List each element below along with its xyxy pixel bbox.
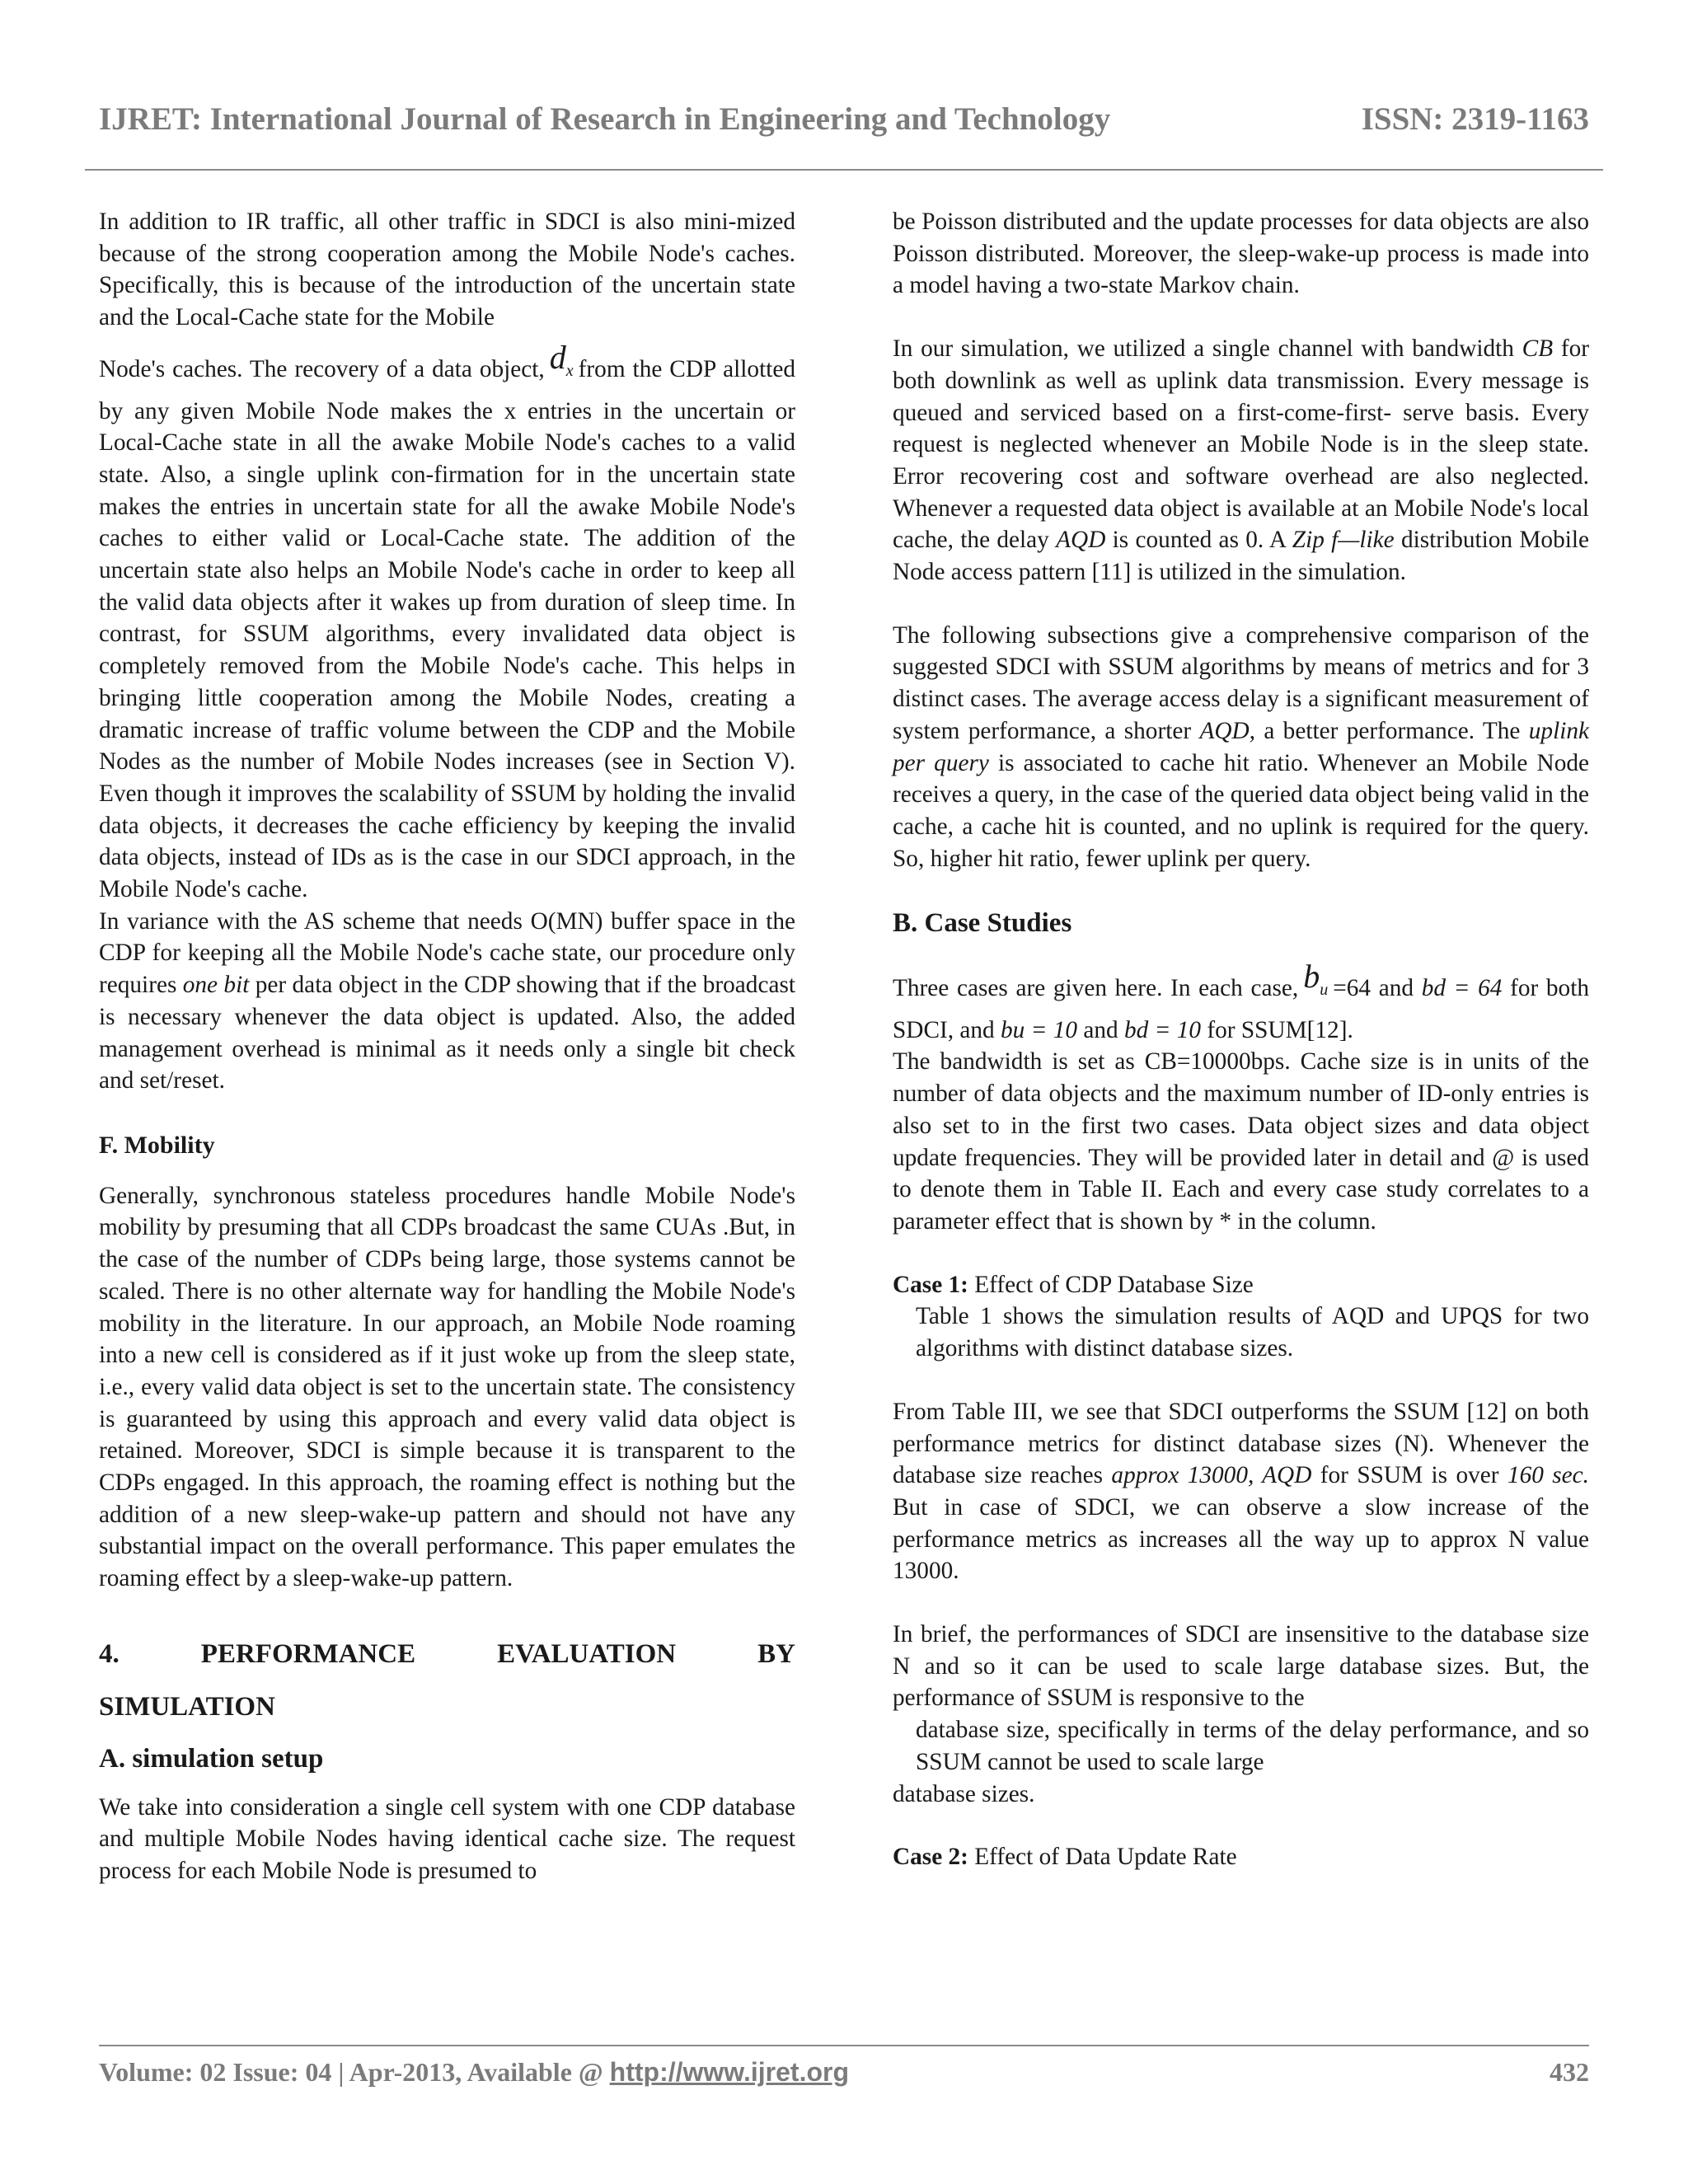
paragraph: Three cases are given here. In each case, $b_u =64$ and bd = 64 for both SDCI, and bu = 10 and bd = 10 for SSUM[12].: [893, 958, 1589, 1043]
header-rule: [85, 169, 1603, 171]
section-heading-case-studies: B. Case Studies: [893, 908, 1072, 939]
paragraph: In our simulation, we utilized a single channel with bandwidth CB for both downlink as well as uplink data transmission. Every message is queued and serviced based on a first-come-first- serve basis. Every request is neglected whenever an Mobile Node is in the sleep state. Error recovering cost and software overhead are also neglected. Whenever a requested data object is available at an Mobile Node's local cache, the delay AQD is counted as 0. A Zip f—like distribution Mobile Node access pattern [11] is utilized in the simulation.: [893, 335, 1589, 586]
section-heading-simulation-setup: A. simulation setup: [99, 1743, 324, 1774]
paragraph: In brief, the performances of SDCI are insensitive to the database size N and so it can be used to scale large database sizes. But, the performance of SSUM is responsive to the: [893, 1621, 1589, 1712]
footer-volume: Volume: 02 Issue: 04 | Apr-2013, Available @ http://www.ijret.org: [99, 2056, 849, 2087]
paragraph: In variance with the AS scheme that needs O(MN) buffer space in the CDP for keeping all the Mobile Node's cache state, our procedure only requires one bit per data object in the CDP showing that if the broadcast is necessary whenever the data object is updated. Also, the added management overhead is minimal as it needs only a single bit check and set/reset.: [99, 907, 795, 1094]
paragraph: The following subsections give a comprehensive comparison of the suggested SDCI with SSUM algorithms by means of metrics and for 3 distinct cases. The average access delay is a significant measurement of system performance, a shorter AQD, a better performance. The uplink per query is associated to cache hit ratio. Whenever an Mobile Node receives a query, in the case of the queried data object being valid in the cache, a cache hit is counted, and no uplink is required for the query. So, higher hit ratio, fewer uplink per query.: [893, 621, 1589, 872]
left-column: [99, 206, 795, 1887]
paragraph: From Table III, we see that SDCI outperforms the SSUM [12] on both performance metrics for distinct database sizes (N). Whenever the database size reaches approx 13000, AQD for SSUM is over 160 sec. But in case of SDCI, we can observe a slow increase of the performance metrics as increases all the way up to approx N value 13000.: [893, 1398, 1590, 1585]
journal-title: IJRET: International Journal of Research in Engineering and Technology: [99, 101, 1111, 137]
paragraph: In addition to IR traffic, all other traffic in SDCI is also mini-mized because of the strong cooperation among the Mobile Node's caches. Specifically, this is because of the introduction of the uncertain state and the Local-Cache state for the Mobile: [99, 209, 795, 331]
paragraph: be Poisson distributed and the update processes for data objects are also Poisson distributed. Moreover, the sleep-wake-up process is made into a model having a two-state Markov chain.: [893, 209, 1589, 299]
section-heading-mobility: F. Mobility: [99, 1131, 215, 1159]
journal-link[interactable]: http://www.ijret.org: [609, 2056, 849, 2087]
issn: ISSN: 2319-1163: [1361, 101, 1589, 137]
running-footer: [99, 2054, 1589, 2090]
running-header: [99, 94, 1589, 143]
paragraph: Node's caches. The recovery of a data object, $d_x$ from the CDP allotted by any given Mobile Node makes the x entries in the uncertain or Local-Cache state in all the awake Mobile Node's caches to a valid state. Also, a single uplink con-firmation for in the uncertain state makes the entries in uncertain state for all the awake Mobile Node's caches to either valid or Local-Cache state. The addition of the uncertain state also helps an Mobile Node's cache in order to keep all the valid data objects after it wakes up from duration of sleep time. In contrast, for SSUM algorithms, every invalidated data object is completely removed from the Mobile Node's cache. This helps in bringing little cooperation among the Mobile Nodes, creating a dramatic increase of traffic volume between the CDP and the Mobile Nodes as the number of Mobile Nodes increases (see in Section V). Even though it improves the scalability of SSUM by holding the invalid data objects, it decreases the cache efficiency by keeping the invalid data objects, instead of IDs as is the case in our SDCI approach, in the Mobile Node's cache.: [99, 338, 796, 903]
footer-rule: [99, 2045, 1589, 2046]
paragraph: Table 1 shows the simulation results of AQD and UPQS for two algorithms with distinct database sizes.: [916, 1303, 1589, 1362]
paragraph: database sizes.: [893, 1780, 1035, 1807]
paragraph: We take into consideration a single cell system with one CDP database and multiple Mobile Nodes having identical cache size. The request process for each Mobile Node is presumed to: [99, 1793, 795, 1884]
page-number: 432: [1550, 2056, 1589, 2087]
right-column: [893, 206, 1589, 1873]
math-symbol: $d_x$: [549, 338, 574, 380]
paragraph: database size, specifically in terms of the delay performance, and so SSUM cannot be used to scale large: [916, 1717, 1589, 1775]
case-1-heading: Case 1: Effect of CDP Database Size: [893, 1271, 1254, 1298]
paragraph: The bandwidth is set as CB=10000bps. Cache size is in units of the number of data objects and the maximum number of ID-only entries is also set to in the first two cases. Data object sizes and data object update frequencies. They will be provided later in detail and @ is used to denote them in Table II. Each and every case study correlates to a parameter effect that is shown by * in the column.: [893, 1048, 1589, 1235]
section-heading-performance: 4. PERFORMANCE EVALUATION BY SIMULATION: [99, 1638, 795, 1722]
math-symbol: $b_u$: [1303, 958, 1329, 1000]
case-2-heading: Case 2: Effect of Data Update Rate: [893, 1844, 1237, 1871]
paragraph: Generally, synchronous stateless procedures handle Mobile Node's mobility by presuming that all CDPs broadcast the same CUAs .But, in the case of the number of CDPs being large, those systems cannot be scaled. There is no other alternate way for handling the Mobile Node's mobility in the literature. In our approach, an Mobile Node roaming into a new cell is considered as if it just woke up from the sleep state, i.e., every valid data object is set to the uncertain state. The consistency is guaranteed by using this approach and every valid data object is retained. Moreover, SDCI is simple because it is transparent to the CDPs engaged. In this approach, the roaming effect is nothing but the addition of a new sleep-wake-up pattern and should not have any substantial impact on the overall performance. This paper emulates the roaming effect by a sleep-wake-up pattern.: [99, 1182, 795, 1592]
